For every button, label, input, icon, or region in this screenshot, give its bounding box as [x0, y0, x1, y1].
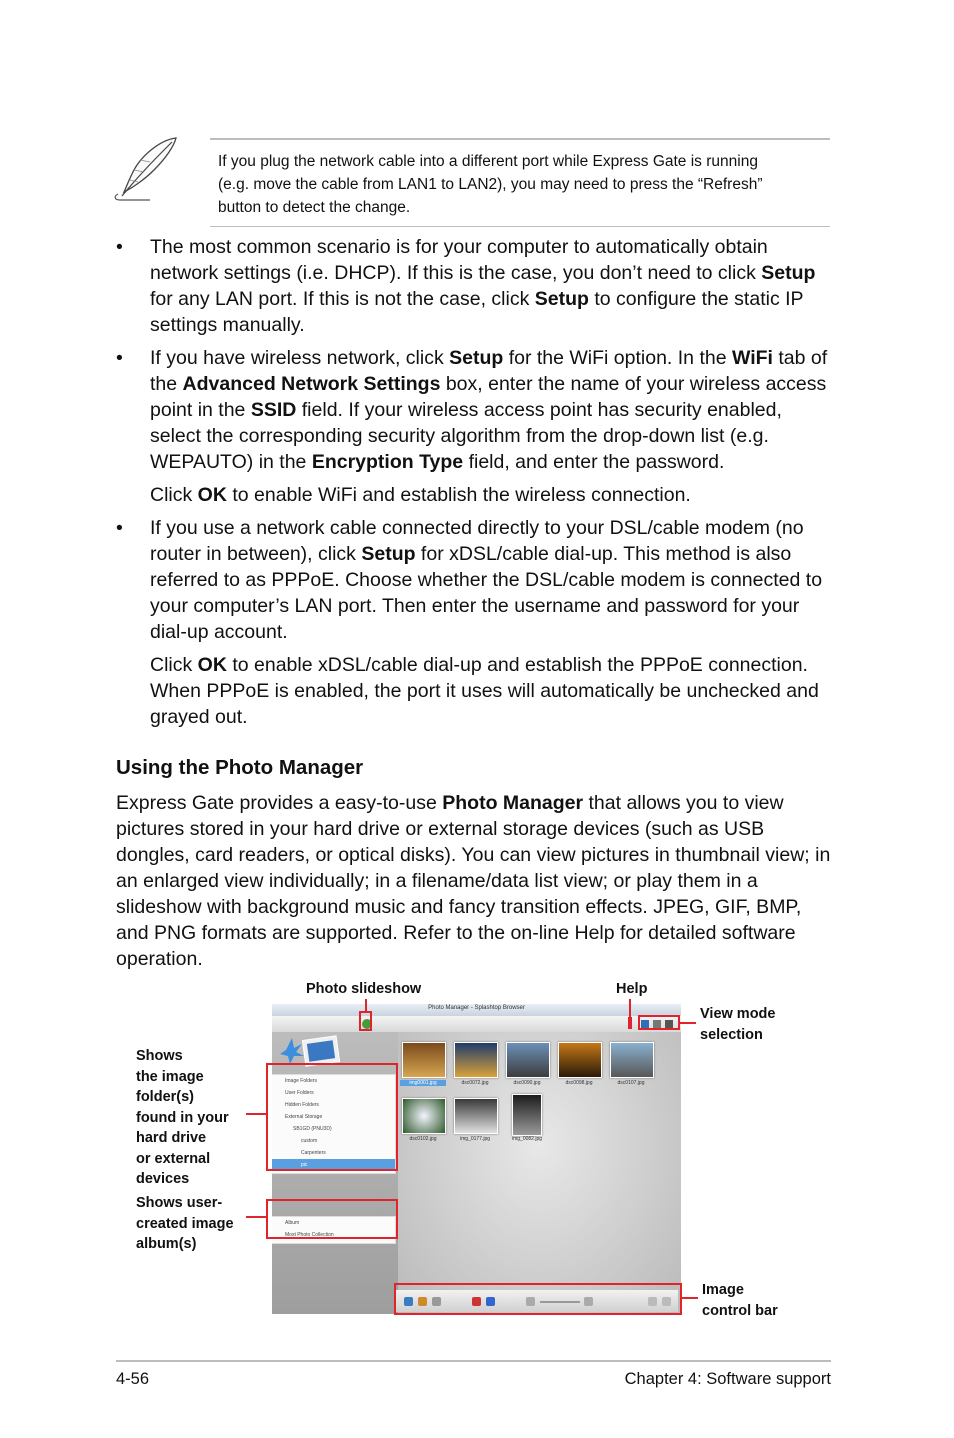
- label-line: Image: [702, 1282, 744, 1298]
- bold-term: Setup: [534, 288, 589, 310]
- label-albums: [136, 1193, 234, 1255]
- callout-line-help: [629, 999, 631, 1017]
- label-line: selection: [700, 1026, 763, 1043]
- tree-item[interactable]: User Folders: [285, 1090, 314, 1096]
- bullet-wireless: [116, 345, 836, 475]
- label-line: the image: [136, 1068, 204, 1085]
- thumbnail-caption: img_0177.jpg: [459, 1136, 491, 1142]
- text: tab of the: [150, 347, 828, 395]
- tree-item[interactable]: External Storage: [285, 1114, 323, 1120]
- text: that allows you to view pictures stored in your hard drive or external storage devices (such as USB dongles, card readers, or optical disks). You can view pictures in thumbnail view; in an enlarged view individually; in a filename/data list view; or play them in a slideshow with background music and fancy transition effects. JPEG, GIF, BMP, and PNG formats are supported. Refer to the on-line Help for detailed software operation.: [116, 792, 831, 970]
- callout-line-view-mode: [680, 1022, 696, 1024]
- bullet-dot: •: [116, 517, 123, 539]
- album-item[interactable]: Album: [285, 1220, 300, 1226]
- album-item[interactable]: Most Photo Collection: [285, 1232, 334, 1238]
- text: to enable xDSL/cable dial-up and establish the PPPoE connection. When PPPoE is enabled, the port it uses will automatically be unchecked and grayed out.: [150, 654, 819, 728]
- text: Click: [150, 484, 198, 506]
- text: field, and enter the password.: [463, 451, 725, 473]
- label-line: or external: [136, 1150, 211, 1167]
- bold-term: Photo Manager: [442, 792, 584, 814]
- callout-box-view-mode: [638, 1015, 680, 1030]
- text: The most common scenario is for your computer to automatically obtain network settings (i.e. DHCP). If this is the case, you don’t need to click: [150, 236, 768, 284]
- thumbnail-caption: img_0082.jpg: [511, 1136, 543, 1142]
- tree-item-selected[interactable]: pic: [272, 1159, 395, 1171]
- text: for xDSL/cable dial-up. This method is also referred to as PPPoE. Choose whether the DSL/cable modem is connected to your computer’s LAN port. Then enter the username and password for your dial-up account.: [150, 543, 823, 643]
- label-line: devices: [136, 1171, 190, 1187]
- bold-term: OK: [197, 484, 227, 506]
- label-help: Help: [616, 981, 648, 997]
- tree-item[interactable]: custom: [301, 1138, 318, 1144]
- callout-box-albums: [266, 1199, 398, 1239]
- text: for any LAN port. If this is not the case, click: [150, 288, 535, 310]
- thumbnail[interactable]: [402, 1042, 446, 1078]
- thumbnail-caption: img0001.jpg: [400, 1080, 446, 1086]
- thumbnail-area: [398, 1032, 681, 1314]
- text: Express Gate provides a easy-to-use: [116, 792, 443, 814]
- click-ok-wifi: [116, 482, 836, 508]
- label-line: folder(s): [136, 1089, 194, 1105]
- label-line: hard drive: [136, 1130, 207, 1146]
- note-box: [210, 138, 830, 227]
- window-titlebar: [272, 1004, 681, 1016]
- thumbnail[interactable]: [610, 1042, 654, 1078]
- callout-box-help: [628, 1017, 632, 1029]
- text: box, enter the name of your wireless access point in the: [150, 373, 827, 421]
- tree-item[interactable]: Hidden Folders: [285, 1102, 319, 1108]
- label-line: created image: [136, 1215, 234, 1232]
- callout-line-albums: [246, 1216, 266, 1218]
- callout-box-folders: [266, 1063, 398, 1171]
- label-line: Shows: [136, 1048, 183, 1064]
- callout-box-control-bar: [394, 1283, 682, 1315]
- label-folders: [136, 1046, 229, 1190]
- thumbnail-caption: dsc0102.jpg: [409, 1136, 437, 1142]
- callout-line-control-bar: [682, 1297, 698, 1299]
- text: If you use a network cable connected directly to your DSL/cable modem (no router in between), click: [150, 517, 804, 565]
- bold-term: Advanced Network Settings: [182, 373, 441, 395]
- tree-item[interactable]: Carpenters: [301, 1150, 326, 1156]
- window-toolbar: [272, 1016, 681, 1032]
- thumbnail[interactable]: [512, 1094, 542, 1136]
- footer-rule: [116, 1360, 831, 1362]
- text: field. If your wireless access point has security enabled, select the corresponding security algorithm from the drop-down list (e.g. WEPAUTO) in the: [150, 399, 782, 473]
- thumbnail-caption: dsc0098.jpg: [565, 1080, 593, 1086]
- thumbnail[interactable]: [454, 1042, 498, 1078]
- text: to configure the static IP settings manually.: [150, 288, 804, 336]
- bullet-dhcp: [116, 234, 836, 338]
- label-control-bar: [702, 1280, 778, 1321]
- thumbnail-caption: dsc0072.jpg: [461, 1080, 489, 1086]
- note-feather-icon: [110, 134, 184, 202]
- label-line: control bar: [702, 1302, 778, 1319]
- label-line: album(s): [136, 1236, 197, 1252]
- bold-term: SSID: [250, 399, 297, 421]
- note-text: [218, 150, 823, 219]
- text: If you have wireless network, click: [150, 347, 450, 369]
- note-line-3: button to detect the change.: [218, 199, 411, 216]
- bold-term: Encryption Type: [311, 451, 464, 473]
- chapter-title: Chapter 4: Software support: [624, 1370, 831, 1388]
- bold-term: WiFi: [731, 347, 773, 369]
- click-ok-pppoe: [116, 652, 836, 730]
- bullet-dot: •: [116, 347, 123, 369]
- tree-item[interactable]: SB1GD (PNU3D): [293, 1126, 332, 1132]
- thumbnail[interactable]: [506, 1042, 550, 1078]
- thumbnail-caption: dsc0090.jpg: [513, 1080, 541, 1086]
- bullet-pppoe: [116, 515, 836, 645]
- thumbnail[interactable]: [402, 1098, 446, 1134]
- section-title: Using the Photo Manager: [116, 756, 364, 779]
- thumbnail-caption: dsc0107.jpg: [617, 1080, 645, 1086]
- label-line: View mode: [700, 1006, 776, 1022]
- bold-term: Setup: [449, 347, 504, 369]
- thumbnail[interactable]: [558, 1042, 602, 1078]
- bullet-dot: •: [116, 236, 123, 258]
- text: Click: [150, 654, 198, 676]
- label-line: found in your: [136, 1109, 229, 1126]
- window-title: Photo Manager - Splashtop Browser: [428, 1005, 525, 1011]
- label-photo-slideshow: Photo slideshow: [306, 981, 422, 997]
- callout-line-slideshow: [365, 999, 367, 1011]
- bold-term: Setup: [361, 543, 416, 565]
- note-line-2: (e.g. move the cable from LAN1 to LAN2), you may need to press the “Refresh”: [218, 176, 763, 193]
- note-line-1: If you plug the network cable into a different port while Express Gate is running: [218, 153, 758, 170]
- label-view-mode: [700, 1004, 775, 1045]
- callout-line-folders: [246, 1113, 266, 1115]
- text: for the WiFi option. In the: [503, 347, 732, 369]
- tree-item[interactable]: Image Folders: [285, 1078, 317, 1084]
- section-intro: [116, 790, 831, 972]
- callout-box-slideshow: [359, 1011, 372, 1031]
- bold-term: Setup: [761, 262, 816, 284]
- label-line: Shows user-: [136, 1195, 223, 1211]
- bullet-list: [116, 234, 836, 737]
- page-number: 4-56: [116, 1370, 150, 1388]
- text: to enable WiFi and establish the wireless connection.: [226, 484, 691, 506]
- bold-term: OK: [197, 654, 227, 676]
- thumbnail[interactable]: [454, 1098, 498, 1134]
